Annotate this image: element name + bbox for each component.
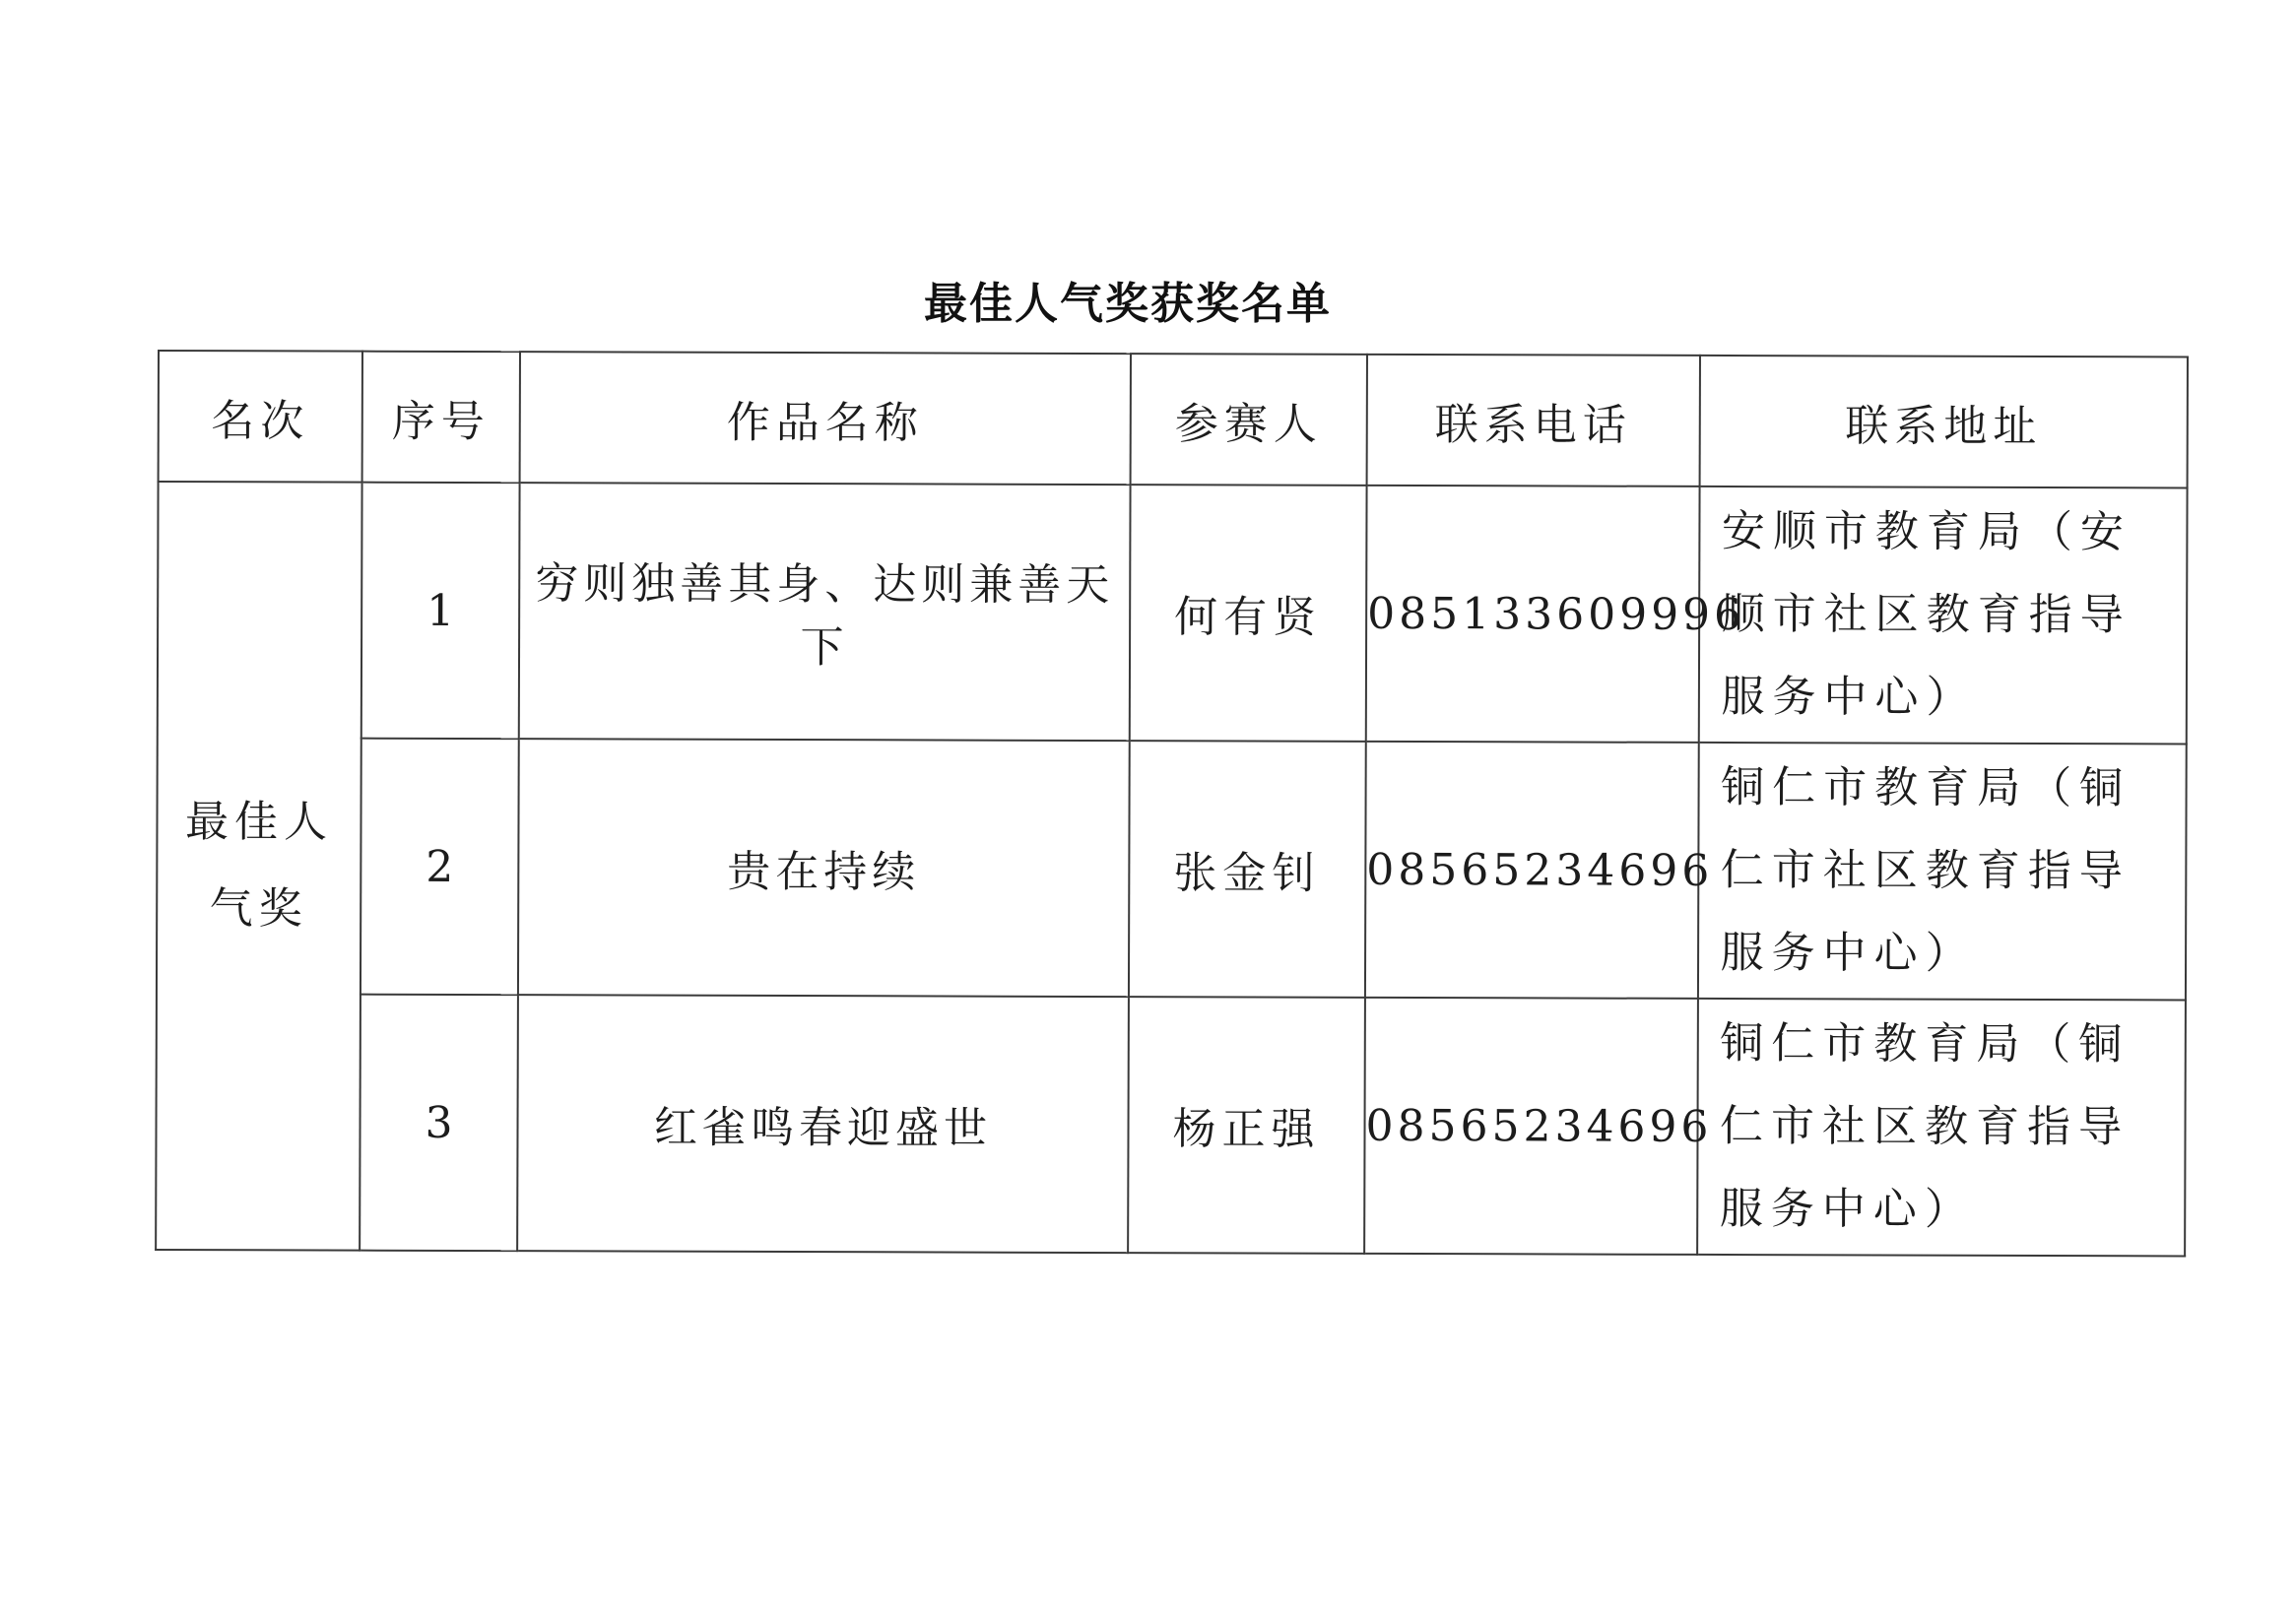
award-table [155,350,2189,1257]
person-cell: 何有贤 [1130,485,1367,742]
page-title: 最佳人气奖获奖名单 [924,279,1332,329]
table-row [157,738,2187,1000]
address-cell [1697,999,2186,1257]
address-text: 铜仁市教育局（铜仁市社区教育指导服务中心） [1720,761,2132,979]
work-cell: 贵在持续 [518,739,1130,997]
phone-cell: 08565234696 [1365,742,1699,999]
rank-label: 最佳人气奖 [184,797,334,935]
address-cell [1698,743,2187,1001]
column-header-rank: 名次 [159,351,362,483]
phone-cell: 08565234696 [1364,998,1698,1255]
rank-cell [156,482,361,1251]
column-header-seq: 序号 [362,352,520,484]
address-cell [1699,486,2188,745]
column-header-address: 联系地址 [1700,356,2188,488]
table-row [156,994,2186,1256]
table-row [158,482,2188,744]
seq-cell: 1 [361,483,520,740]
table-header-row [159,351,2188,487]
column-header-person: 参赛人 [1131,354,1367,486]
column-header-work: 作品名称 [520,352,1131,485]
person-cell: 杨正强 [1128,997,1365,1254]
person-cell: 张金钊 [1129,741,1366,998]
phone-cell: 085133609996 [1366,486,1700,743]
column-header-phone: 联系电话 [1367,355,1700,486]
seq-cell: 2 [361,739,519,996]
seq-cell: 3 [360,995,518,1252]
address-text: 铜仁市教育局（铜仁市社区教育指导服务中心） [1719,1017,2131,1235]
work-cell: 穷则独善其身、达则兼善天下 [519,483,1131,741]
work-cell: 红雀鸣春迎盛世 [517,995,1129,1253]
address-text: 安顺市教育局（安顺市社区教育指导服务中心） [1721,505,2132,723]
